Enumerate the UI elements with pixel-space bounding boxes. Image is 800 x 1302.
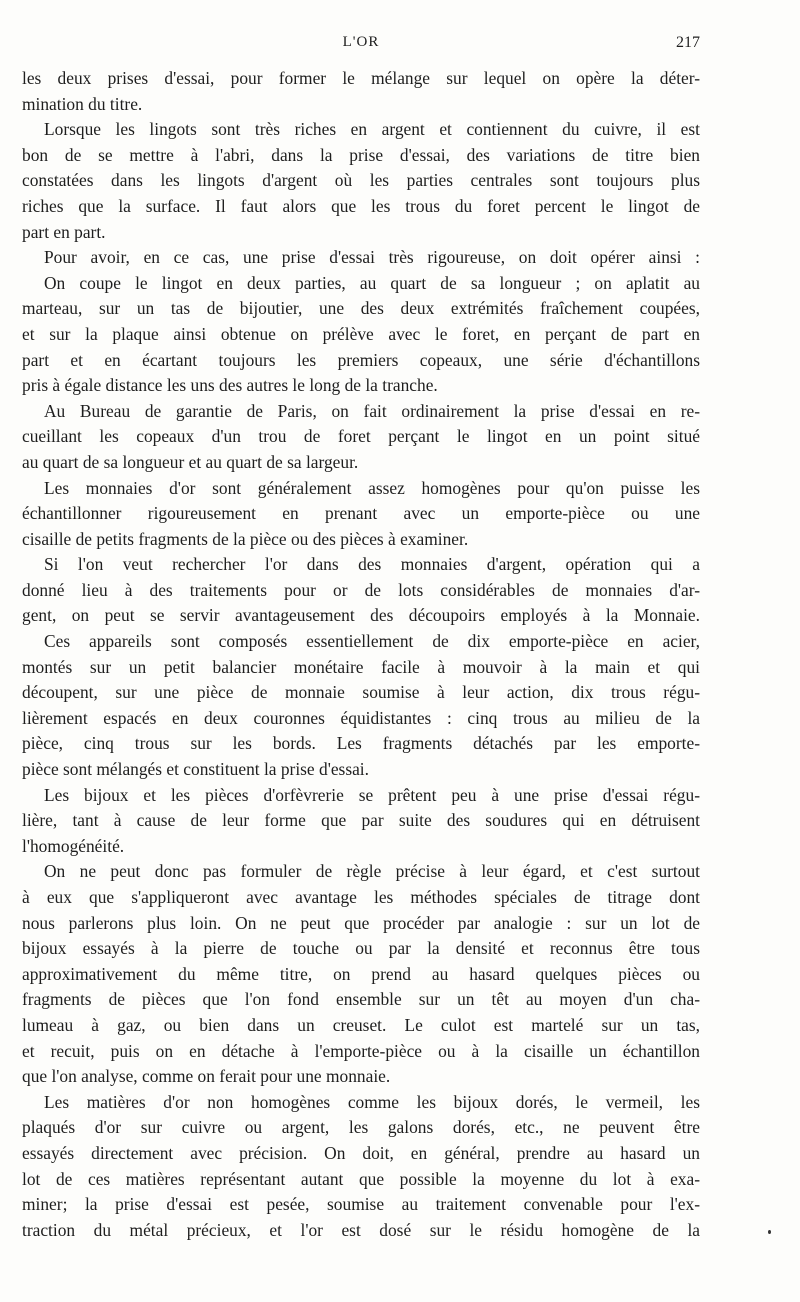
text-line: l'homogénéité. [22,835,125,856]
text-line: montés sur un petit balancier monétaire facile à mouvoir à la main et qui [22,656,700,677]
text-line: découpent, sur une pièce de monnaie soumise à leur action, dix trous régu- [22,682,700,703]
text-line: lumeau à gaz, ou bien dans un creuset. Le culot est martelé sur un tas, [22,1014,700,1035]
text-line: approximativement du même titre, on prend au hasard quelques pièces ou [22,963,700,984]
text-line: au quart de sa longueur et au quart de sa largeur. [22,451,359,472]
text-line: Pour avoir, en ce cas, une prise d'essai très rigoureuse, on doit opérer ainsi : [44,247,700,268]
text-line: lièrement espacés en deux couronnes équidistantes : cinq trous au milieu de la [22,707,700,728]
text-line: pris à égale distance les uns des autres le long de la tranche. [22,375,438,396]
page-header [22,34,700,58]
running-title: L'OR [342,34,380,50]
text-line: Au Bureau de garantie de Paris, on fait ordinairement la prise d'essai en re- [44,400,700,421]
margin-mark [768,1230,771,1234]
body-text [22,66,700,1243]
text-line: fragments de pièces que l'on fond ensemble sur un têt au moyen d'un cha- [22,989,700,1010]
text-line: donné lieu à des traitements pour or de lots considérables de monnaies d'ar- [22,579,700,600]
text-line: Ces appareils sont composés essentiellement de dix emporte-pièce en acier, [44,631,700,652]
text-line: cueillant les copeaux d'un trou de foret perçant le lingot en un point situé [22,426,700,447]
text-line: bon de se mettre à l'abri, dans la prise d'essai, des variations de titre bien [22,144,700,165]
text-line: que l'on analyse, comme on ferait pour une monnaie. [22,1066,391,1087]
text-line: pièce, cinq trous sur les bords. Les fragments détachés par les emporte- [22,733,700,754]
text-line: Lorsque les lingots sont très riches en argent et contiennent du cuivre, il est [44,119,700,140]
text-line: traction du métal précieux, et l'or est dosé sur le résidu homogène de la [22,1219,700,1240]
text-line: riches que la surface. Il faut alors que les trous du foret percent le lingot de [22,195,700,216]
text-line: les deux prises d'essai, pour former le mélange sur lequel on opère la déter- [22,68,700,88]
text-line: essayés directement avec précision. On doit, en général, prendre au hasard un [22,1142,700,1163]
text-line: mination du titre. [22,93,143,114]
page-number: 217 [676,34,700,51]
text-line: et sur la plaque ainsi obtenue on prélève avec le foret, en perçant de part en [22,323,700,344]
text-line: marteau, sur un tas de bijoutier, une des deux extrémités fraîchement coupées, [22,298,700,319]
text-line: On coupe le lingot en deux parties, au quart de sa longueur ; on aplatit au [44,272,700,293]
text-line: nous parlerons plus loin. On ne peut que procéder par analogie : sur un lot de [22,912,700,933]
text-line: On ne peut donc pas formuler de règle précise à leur égard, et c'est surtout [44,861,700,882]
text-line: échantillonner rigoureusement en prenant avec un emporte-pièce ou une [22,503,700,524]
text-line: à eux que s'appliqueront avec avantage les méthodes spéciales de titrage dont [22,887,700,907]
text-line: Les bijoux et les pièces d'orfèvrerie se prêtent peu à une prise d'essai régu- [44,784,700,805]
text-line: lot de ces matières représentant autant que possible la moyenne du lot à exa- [22,1168,700,1189]
text-line: Les monnaies d'or sont généralement assez homogènes pour qu'on puisse les [44,477,700,498]
text-line: bijoux essayés à la pierre de touche ou par la densité et reconnus être tous [22,938,700,959]
text-line: part en part. [22,221,106,242]
text-line: Si l'on veut rechercher l'or dans des monnaies d'argent, opération qui a [44,554,700,575]
text-line: plaqués d'or sur cuivre ou argent, les galons dorés, etc., ne peuvent être [22,1117,700,1138]
text-line: miner; la prise d'essai est pesée, soumise au traitement convenable pour l'ex- [22,1194,700,1215]
text-line: et recuit, puis on en détache à l'emporte-pièce ou à la cisaille un échantillon [22,1040,700,1061]
text-line: Les matières d'or non homogènes comme les bijoux dorés, le vermeil, les [44,1091,700,1112]
text-line: pièce sont mélangés et constituent la prise d'essai. [22,759,369,780]
text-line: lière, tant à cause de leur forme que par suite des soudures qui en détruisent [22,810,700,831]
text-line: part et en écartant toujours les premiers copeaux, une série d'échantillons [22,349,700,370]
text-line: constatées dans les lingots d'argent où les parties centrales sont toujours plus [22,170,700,191]
text-line: cisaille de petits fragments de la pièce ou des pièces à examiner. [22,528,469,549]
text-line: gent, on peut se servir avantageusement des découpoirs employés à la Monnaie. [22,605,700,626]
